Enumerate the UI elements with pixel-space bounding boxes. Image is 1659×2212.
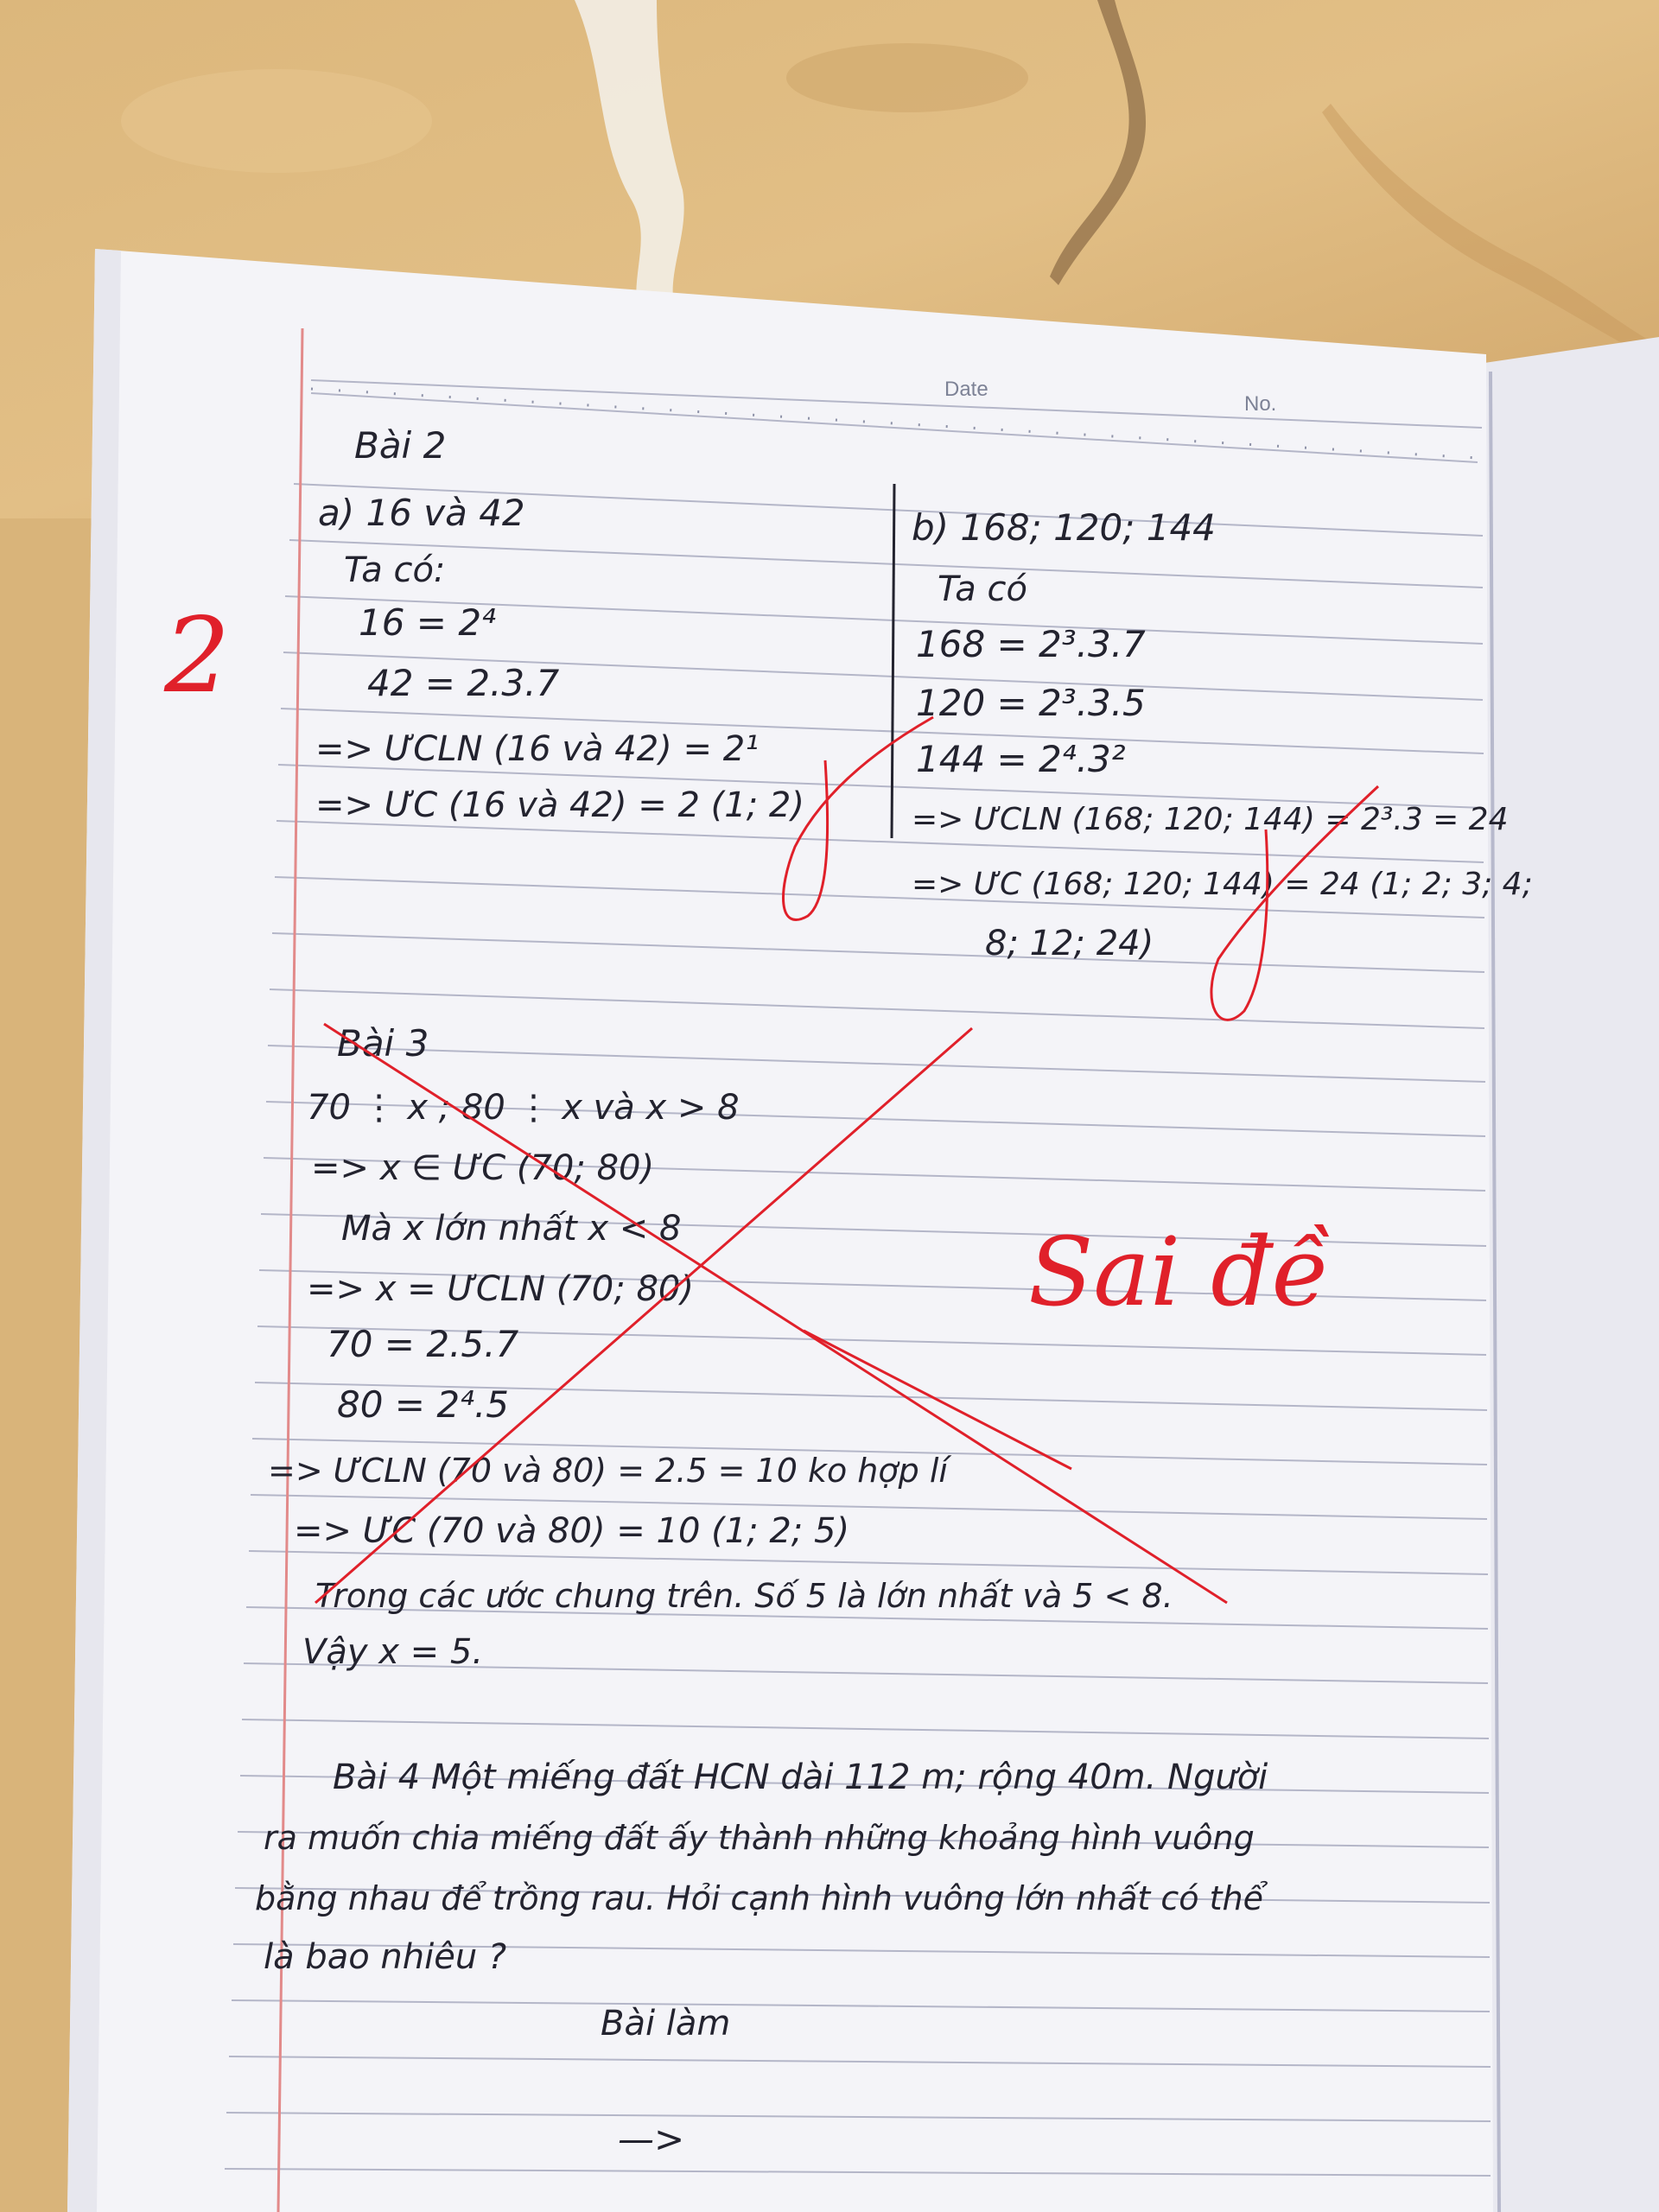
bai3-line: 70 = 2.5.7 (327, 1323, 519, 1365)
bai2-a-line: => ƯC (16 và 42) = 2 (1; 2) (315, 785, 804, 825)
bai2-b-line: 8; 12; 24) (985, 924, 1154, 963)
bai3-line: => ƯC (70 và 80) = 10 (1; 2; 5) (294, 1511, 850, 1551)
bai2-b-line: 120 = 2³.3.5 (916, 682, 1146, 724)
bai2-a-line: 16 = 2⁴ (359, 601, 496, 644)
bai2-a-line: => ƯCLN (16 và 42) = 2¹ (315, 729, 760, 769)
bai4-line: ra muốn chia miếng đất ấy thành những khoảng hình vuông (264, 1819, 1255, 1857)
bai3-line: 70 ⋮ x ; 80 ⋮ x và x > 8 (307, 1088, 740, 1128)
bai3-line: => x = ƯCLN (70; 80) (307, 1269, 694, 1309)
no-label: No. (1244, 392, 1277, 416)
bai2-part-a-heading: a) 16 và 42 (318, 492, 525, 534)
bai2-b-line: => ƯCLN (168; 120; 144) = 2³.3 = 24 (912, 802, 1509, 837)
bai3-line: => ƯCLN (70 và 80) = 2.5 = 10 ko hợp lí (268, 1452, 948, 1490)
bai4-line: bằng nhau để trồng rau. Hỏi cạnh hình vuông lớn nhất có thể (255, 1879, 1263, 1917)
score-mark: 2 (164, 596, 231, 716)
bai2-a-line: Ta có: (344, 550, 446, 590)
bai3-line: 80 = 2⁴.5 (337, 1383, 509, 1426)
bai2-title: Bài 2 (354, 424, 447, 467)
bai3-title: Bài 3 (337, 1022, 429, 1065)
strike-line (804, 1331, 1071, 1469)
bai2-part-b-heading: b) 168; 120; 144 (912, 506, 1216, 549)
bai4-answer-heading: Bài làm (601, 2004, 731, 2044)
bai3-line: Mà x lớn nhất x < 8 (341, 1209, 682, 1249)
bai3-line: Trong các ước chung trên. Số 5 là lớn nhất và 5 < 8. (315, 1577, 1173, 1615)
bai4-line: Bài 4 Một miếng đất HCN dài 112 m; rộng 40m. Người (333, 1758, 1268, 1797)
date-label: Date (944, 378, 988, 401)
bai3-line: Vậy x = 5. (302, 1632, 484, 1672)
bai3-line: => x ∈ ƯC (70; 80) (311, 1148, 655, 1188)
arrow-mark: —> (618, 2118, 685, 2160)
bai4-line: là bao nhiêu ? (264, 1937, 507, 1977)
check-mark-a (783, 717, 933, 920)
bai2-b-line: 144 = 2⁴.3² (916, 738, 1126, 780)
bai2-b-line: 168 = 2³.3.7 (916, 623, 1146, 665)
teacher-comment: Sai đề (1028, 1217, 1331, 1327)
bai2-b-line: Ta có (938, 569, 1027, 609)
bai2-a-line: 42 = 2.3.7 (367, 662, 560, 704)
bai2-b-line: => ƯC (168; 120; 144) = 24 (1; 2; 3; 4; (912, 867, 1533, 902)
